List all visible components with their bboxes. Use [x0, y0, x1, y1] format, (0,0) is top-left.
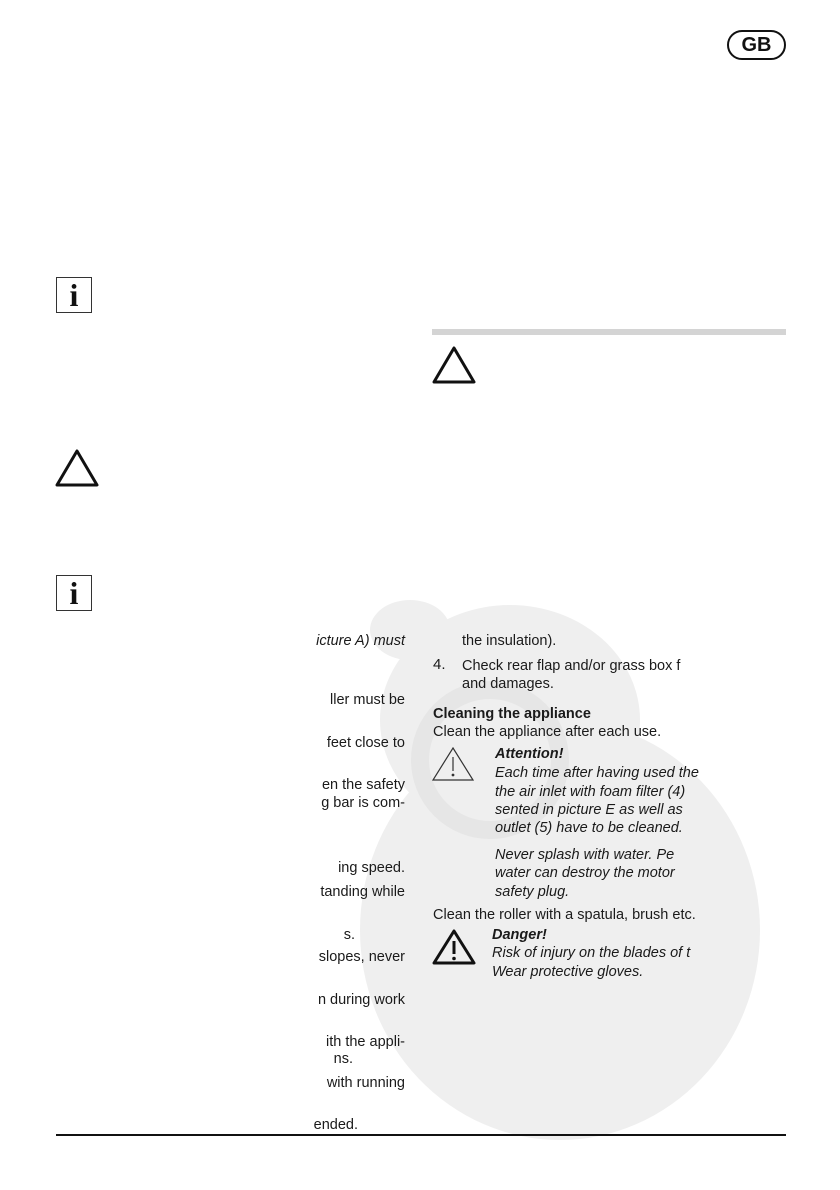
left-text-line: ing speed.	[338, 860, 405, 876]
footer-rule	[56, 1134, 786, 1136]
list-item-text: and damages.	[462, 676, 554, 692]
section-divider	[432, 329, 786, 335]
warning-triangle-icon	[54, 448, 100, 488]
attention-line: the air inlet with foam filter (4)	[495, 784, 686, 800]
danger-title: Danger!	[492, 927, 547, 943]
left-text-line: g bar is com-	[321, 795, 405, 811]
left-text-line: ended.	[313, 1117, 358, 1133]
danger-warning-icon	[431, 928, 477, 966]
left-text-line: en the safety	[321, 777, 405, 793]
splash-line: Never splash with water. Pe	[495, 847, 675, 863]
info-icon: i	[56, 277, 92, 313]
info-icon: i	[56, 575, 92, 611]
roller-cleaning-text: Clean the roller with a spatula, brush etc.	[433, 907, 696, 923]
left-text-line: feet close to	[326, 735, 405, 751]
attention-line: outlet (5) have to be cleaned.	[495, 820, 683, 836]
section-heading: Cleaning the appliance	[433, 706, 591, 722]
left-text-line: tanding while	[320, 884, 405, 900]
left-text-line: icture A) must	[316, 633, 405, 649]
left-text-line: ns.	[333, 1051, 353, 1067]
section-intro: Clean the appliance after each use.	[433, 724, 662, 740]
list-item-text: Check rear flap and/or grass box f	[462, 658, 681, 674]
attention-line: sented in picture E as well as	[495, 802, 683, 818]
danger-line: Wear protective gloves.	[492, 964, 644, 980]
left-text-line: s.	[343, 927, 355, 943]
list-item-number: 4.	[433, 656, 446, 673]
danger-line: Risk of injury on the blades of t	[492, 945, 691, 961]
left-text-line: n during work	[317, 992, 405, 1008]
left-text-line: ith the appli-	[326, 1034, 405, 1050]
splash-line: water can destroy the motor	[495, 865, 675, 881]
left-text-line: ller must be	[330, 692, 405, 708]
attention-warning-icon	[431, 746, 475, 782]
watermark-ear	[370, 600, 450, 660]
attention-line: Each time after having used the	[495, 765, 699, 781]
attention-title: Attention!	[495, 746, 564, 762]
splash-line: safety plug.	[495, 884, 570, 900]
list-continuation: the insulation).	[462, 633, 557, 649]
warning-triangle-icon	[431, 345, 477, 385]
language-badge: GB	[727, 30, 786, 60]
left-text-line: with running	[326, 1075, 405, 1091]
left-text-line: slopes, never	[318, 949, 405, 965]
